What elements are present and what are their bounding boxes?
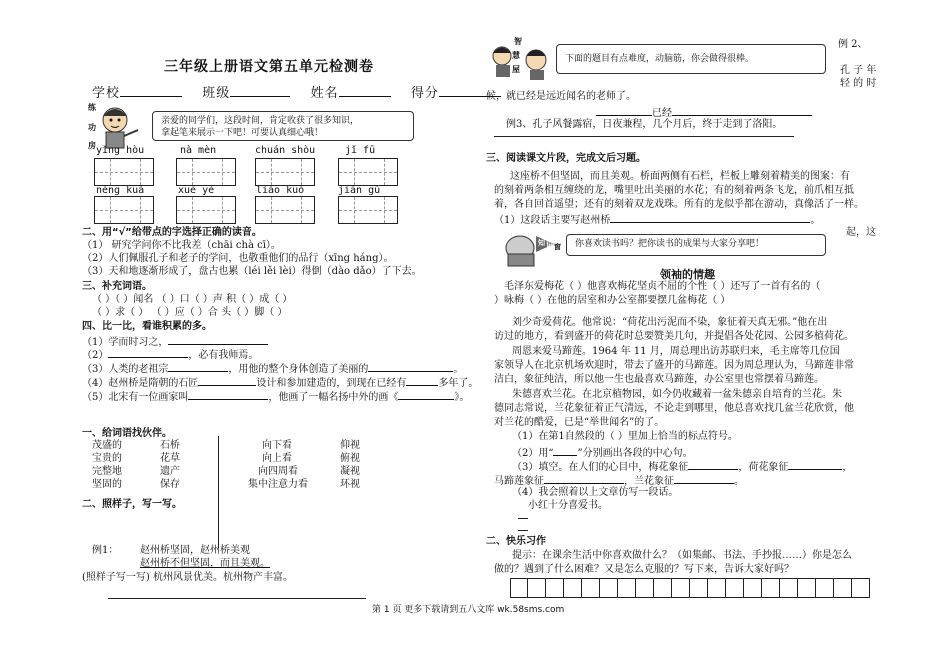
item-text: ，荷花象征 (738, 462, 789, 473)
word-item[interactable]: 俯视 (340, 453, 360, 464)
example-line-1: 赵州桥坚固，赵州桥美观 (140, 545, 250, 556)
reading-p1-line: ）咏梅（ ）在他的居室和办公室都要摆几盆梅花（ ） (494, 295, 731, 306)
pinyin-label: xuē yé (178, 185, 215, 196)
reading-p2-line: 访过的地方，看到盛开的荷花时总要赞美几句，并提倡各处花园、公园多植荷花。 (494, 331, 854, 342)
answer-blank[interactable] (168, 360, 228, 372)
word-item[interactable]: 石桥 (160, 440, 180, 451)
item-text: （1）这段话主要写赵州桥 (494, 215, 611, 226)
word-item[interactable]: 遗产 (160, 466, 180, 477)
reading-p1-line: 毛泽东爱梅花（ ）他喜欢梅花坚贞不屈的个性（ ）还写了一首有名的（ (504, 281, 821, 292)
item-text: 。 (734, 476, 744, 487)
word-item[interactable]: 集中注意力看 (248, 479, 308, 490)
reading-p3-line: 家领导人在北京机场欢迎时，带去了盛开的马蹄莲。因为周总理认为，马蹄莲非常 (494, 360, 854, 371)
reading-title: 领袖的情趣 (660, 268, 715, 281)
item-text: 已经 (652, 108, 672, 119)
passage-line: 的刻着两条相互缠绕的龙，嘴里吐出美丽的水花；有的刻着两条飞龙，前爪相互抵 (494, 185, 854, 196)
answer-line[interactable] (518, 530, 528, 531)
answer-blank[interactable] (688, 458, 738, 470)
pinyin-label: jǐ fū (345, 145, 376, 156)
share-reading-bubble: 你喜欢读书吗？把你读书的成果与大家分享吧！ (566, 234, 826, 256)
item-text: 马蹄莲象征 (494, 476, 544, 487)
reading-question[interactable]: （1）在第1自然段的（ ）里加上恰当的标点符号。 (512, 431, 738, 442)
line-tail: 起，这 (846, 227, 876, 238)
name-label: 姓名 (310, 86, 339, 101)
school-label: 学校 (92, 86, 121, 101)
example-2-label: 例 2、 (838, 39, 868, 50)
word-item[interactable]: 凝视 (340, 466, 360, 477)
section-heading: 二、快乐习作 (486, 536, 546, 547)
writing-prompt-line: 提示：在课余生活中你喜欢做什么？（如集邮、书法、手抄报……）你是怎么 (512, 550, 852, 561)
reading-p4-line: 德同志常说，兰花象征着正气清远，不论走到哪里，他总喜欢找几盆兰花欣赏，他 (494, 403, 854, 414)
item-text: ，用他的整个身体创造了美丽的 (228, 364, 369, 375)
answer-blank[interactable] (188, 388, 268, 400)
item-text: （1）学而时习之， (82, 337, 169, 348)
answer-blank[interactable] (398, 388, 454, 400)
reading-example: 小红十分喜爱书。 (528, 500, 608, 511)
pinyin-label: yǐng hòu (96, 145, 145, 156)
badge-char-3: 房 (88, 141, 96, 150)
section-heading: 二、用“√”给带点的字选择正确的读音。 (82, 227, 262, 238)
reading-p2-line: 刘少奇爱荷花。他常说：“荷花出污泥而不染，象征着天真无邪。”他在出 (512, 317, 828, 328)
example-2-line-1: 孔 子 年 (840, 65, 877, 76)
question-item[interactable]: （1） 研究学问你不比我差（chāi chà cī）。 (82, 240, 281, 251)
character-grid[interactable] (176, 196, 236, 224)
answer-blank[interactable] (553, 444, 577, 456)
example-2-line-2: 轻 的 时 (840, 78, 877, 89)
answer-blank[interactable] (368, 360, 453, 372)
fill-word-row[interactable]: （ ）（ ）闻名 （ ）口（ ）声 积（ ）成（ ） (92, 294, 293, 305)
item-text: ， (842, 462, 853, 473)
school-field[interactable] (120, 85, 182, 97)
character-grid[interactable] (94, 196, 154, 224)
badge-char-1: 练 (88, 103, 96, 112)
reading-p4-line: 朱德喜欢兰花。在北京植物园，如今仍收藏着一盆朱德亲自培育的兰花。朱 (512, 389, 842, 400)
section-heading: 一、给词语找伙伴。 (82, 428, 172, 439)
word-item[interactable]: 茂盛的 (92, 440, 122, 451)
passage-line: 这座桥不但坚固，而且美观。桥面两侧有石栏，栏板上雕刻着精美的图案：有 (510, 171, 850, 182)
name-field[interactable] (339, 85, 391, 97)
accumulation-item-5[interactable] (82, 388, 469, 404)
badge-char-3: 屋 (512, 65, 520, 74)
word-item[interactable]: 向四周看 (258, 466, 298, 477)
word-item[interactable]: 花草 (160, 453, 180, 464)
reading-question[interactable]: （4）我会照着以上文章仿写一段话。 (512, 487, 679, 498)
item-text: 》。 (454, 392, 470, 403)
item-text: 。 (453, 364, 464, 375)
answer-line[interactable] (108, 598, 366, 599)
item-text: （2）用“ (512, 448, 554, 459)
score-label: 得分 (410, 86, 439, 101)
badge-char-3: 窗 (554, 243, 561, 251)
badge-char-2: 慧 (512, 51, 520, 60)
reading-p4-line: 对兰花的酷爱，已是“举世闻名”的了。 (494, 417, 665, 428)
question-item[interactable]: （3）天和地逐渐形成了，盘古也累（léi lěi lèi）得倒（dào dǎo）了下去。 (82, 266, 422, 277)
word-item[interactable]: 宝贵的 (92, 453, 122, 464)
character-grid[interactable] (338, 196, 398, 224)
item-text: （3）填空。在人们的心目中，梅花象征 (512, 462, 689, 473)
answer-blank[interactable] (168, 333, 268, 345)
item-text: 设计和参加建造的，到现在已经有 (256, 378, 407, 389)
character-grid[interactable] (255, 196, 315, 224)
answer-blank[interactable] (544, 472, 624, 484)
reading-question-1[interactable]: （1）这段话主要写赵州桥 。 (494, 211, 820, 227)
item-text: 多年了。 (438, 378, 479, 389)
writing-prompt-line: 做的？遇到了什么困难？又是怎么克服的？写下来，告诉大家好吗？ (494, 564, 794, 575)
section-heading: 四、比一比，看谁积累的多。 (82, 321, 212, 332)
answer-line[interactable] (494, 136, 794, 137)
word-item[interactable]: 仰视 (340, 440, 360, 451)
mascot-knowledge-window (500, 226, 561, 270)
divider-line (218, 436, 219, 548)
answer-blank[interactable] (198, 374, 256, 386)
word-item[interactable]: 坚固的 (92, 479, 122, 490)
character-grid[interactable] (94, 158, 154, 186)
reading-p3-line: 周恩来爱马蹄莲。1964 年 11 月，周总理出访苏联归来，毛主席等几位国 (512, 346, 840, 357)
word-item[interactable]: 向上看 (262, 453, 292, 464)
reading-p3-line: 洁白，象征纯洁，所以他一生也最喜欢马蹄莲，办公室里也常摆着马蹄莲。 (494, 374, 824, 385)
bubble-line-2: 拿起笔来展示一下吧！可要认真细心哦！ (161, 128, 324, 138)
pinyin-label: nà mèn (180, 145, 217, 156)
question-item[interactable]: （2）人们佩服孔子和老子的学问，也敬重他们的品行（xīng háng）。 (82, 253, 394, 264)
word-item[interactable]: 保存 (160, 479, 180, 490)
badge-char-2: 功 (88, 123, 96, 132)
character-grid[interactable] (338, 158, 398, 186)
rewrite-task: (照样子写一写) 杭州风景优美。杭州物产丰富。 (82, 572, 293, 583)
badge-char-2: 识 (546, 241, 553, 249)
word-item[interactable]: 环视 (340, 479, 360, 490)
class-label: 班级 (202, 86, 231, 101)
answer-blank[interactable] (406, 374, 438, 386)
item-text: （4）赵州桥是隋朝的石匠 (82, 378, 199, 389)
example-line-2: 赵州桥不但坚固，而且美观。 (140, 558, 270, 569)
answer-blank[interactable] (596, 104, 652, 116)
answer-blank[interactable] (674, 472, 734, 484)
section-heading: 三、补充词语。 (82, 281, 152, 292)
example-2-continued: 候，就已经是远近闻名的老师了。 (486, 91, 636, 102)
section-heading: 二、照样子，写一写。 (82, 499, 182, 510)
class-field[interactable] (230, 85, 290, 97)
item-text: （3）人类的老祖宗 (82, 364, 169, 375)
passage-line: 着，各自回首遥望；还有的刻着双龙戏珠。所有的龙似乎都在游动，真像活了一样。 (494, 199, 864, 210)
page-footer: 第 1 页 更多下载请到五八文库 wk.58sms.com (372, 605, 565, 615)
item-text: ，兰花象征 (624, 476, 674, 487)
badge-char-1: 知 (538, 239, 545, 247)
word-item[interactable]: 完整地 (92, 466, 122, 477)
encouragement-bubble (152, 111, 414, 141)
bubble-line-1: 亲爱的同学们，这段时间，肯定收获了很多知识， (161, 116, 360, 126)
item-text: （2） (82, 350, 109, 361)
word-item[interactable]: 向下看 (262, 440, 292, 451)
challenge-bubble: 下面的题目有点难度，动脑筋，你会做得很棒。 (556, 44, 826, 74)
example-3: 例3、孔子风餐露宿，日夜兼程，几个月后，终于走到了洛阳。 (506, 119, 783, 130)
answer-blank[interactable] (788, 458, 842, 470)
answer-line[interactable] (518, 518, 528, 519)
badge-char-1: 智 (514, 37, 522, 46)
section-heading: 三、阅读课文片段，完成文后习题。 (486, 153, 646, 164)
character-grid[interactable] (255, 158, 315, 186)
item-text: ，他画了一幅名扬中外的画《 (268, 392, 399, 403)
fill-word-row[interactable]: （ ）求（ ） （ ）应（ ）合 头（ ）脚（ ） (92, 307, 288, 318)
item-text: ”分别画出各段的中心句。 (577, 448, 693, 459)
mascot-wisdom-house (488, 36, 554, 80)
example-label: 例1： (92, 545, 119, 556)
pinyin-label: liáo kuò (256, 185, 305, 196)
pinyin-label: jiān gù (338, 185, 381, 196)
answer-blank[interactable] (108, 346, 188, 358)
student-info-row (92, 82, 501, 101)
item-text: （5）北宋有一位画家叫 (82, 392, 189, 403)
item-text: ，必有我师焉。 (188, 350, 259, 361)
writing-grid[interactable] (510, 578, 870, 598)
pinyin-label: néng kuà (96, 185, 145, 196)
answer-blank[interactable] (672, 104, 812, 116)
character-grid[interactable] (176, 158, 236, 186)
answer-blank[interactable] (610, 211, 810, 223)
exam-title: 三年级上册语文第五单元检测卷 (164, 59, 374, 75)
pinyin-label: chuán shòu (255, 145, 316, 156)
